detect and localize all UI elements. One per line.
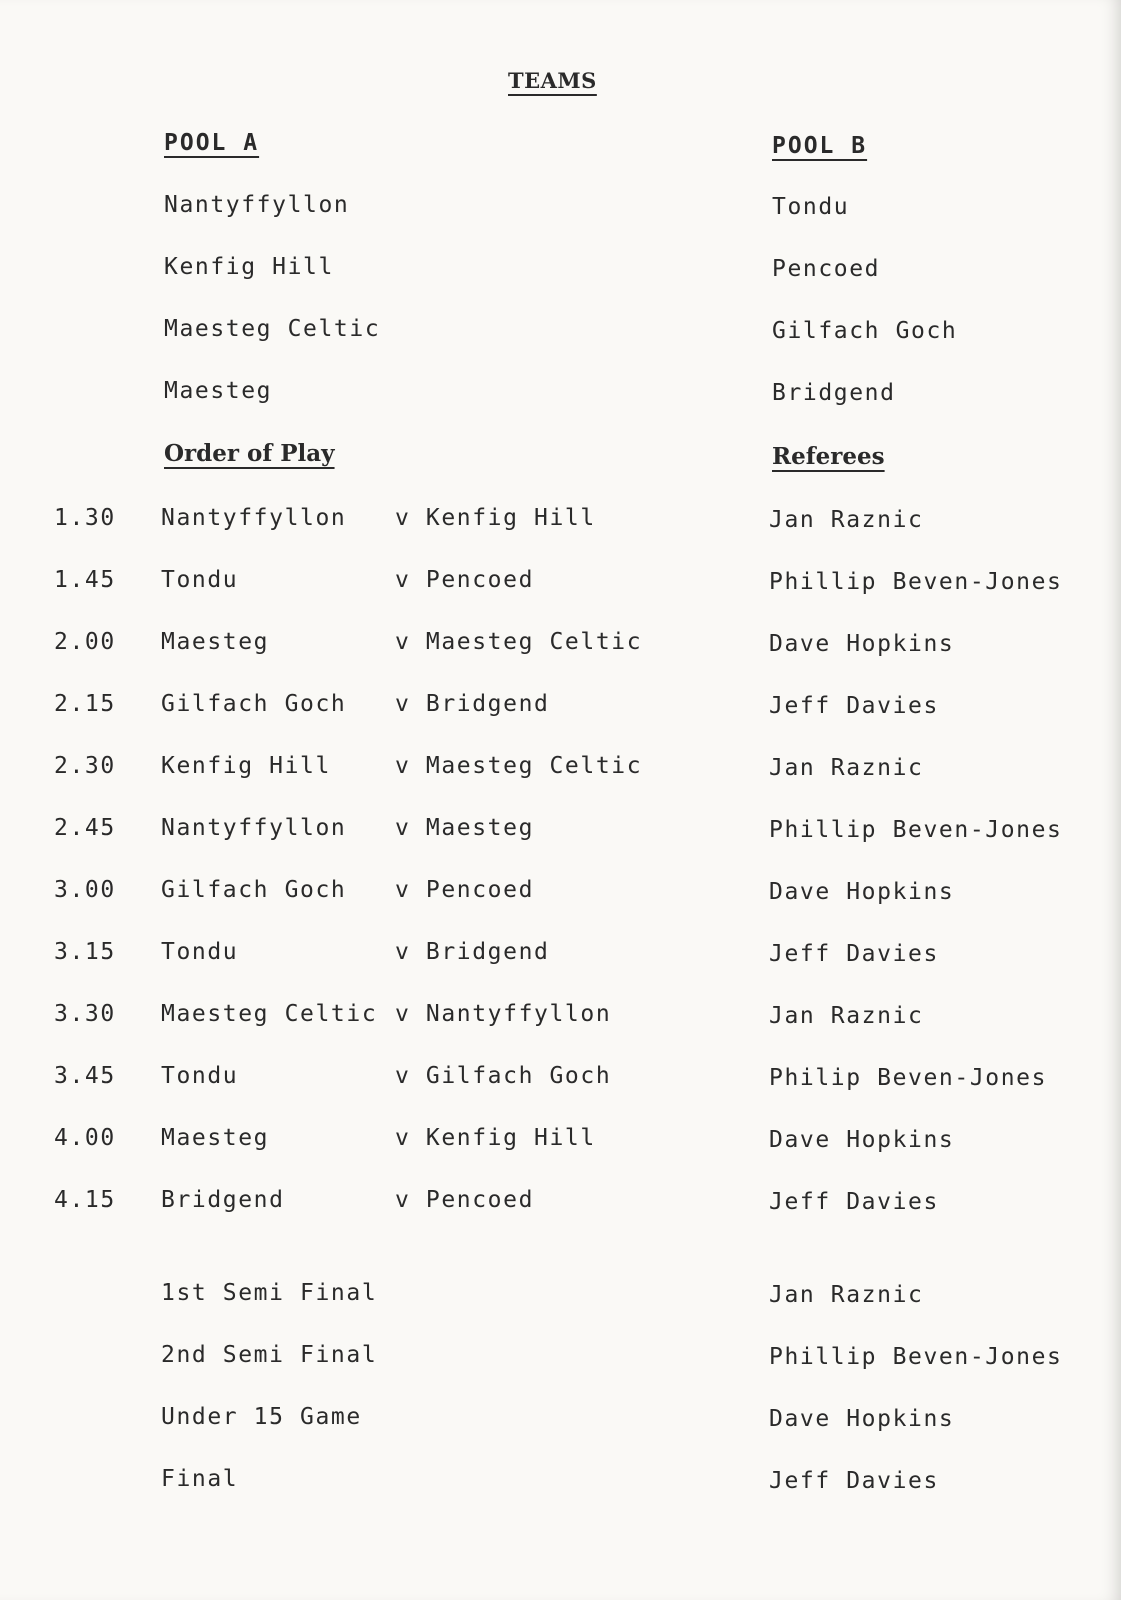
pool-b-heading: POOL B (772, 133, 868, 159)
fixture-home-team: Gilfach Goch (161, 691, 347, 717)
final-game: Final (161, 1466, 239, 1492)
pool-a-team: Maesteg Celtic (164, 316, 381, 342)
fixture-referee: Dave Hopkins (769, 631, 955, 657)
referees-heading: Referees (772, 443, 885, 470)
fixture-referee: Jan Raznic (769, 755, 924, 781)
fixture-away-team: v Maesteg Celtic (395, 629, 643, 655)
pool-a-team: Maesteg (164, 378, 273, 404)
pool-b-team: Pencoed (772, 256, 881, 282)
pool-a-team: Nantyffyllon (164, 192, 350, 218)
fixture-away-team: v Kenfig Hill (395, 1125, 596, 1151)
fixture-away-team: v Maesteg (395, 815, 535, 841)
final-referee: Jeff Davies (769, 1468, 939, 1494)
fixture-referee: Philip Beven-Jones (769, 1065, 1048, 1091)
pool-b-team: Tondu (772, 194, 850, 220)
final-game: 1st Semi Final (161, 1280, 378, 1306)
fixture-home-team: Maesteg Celtic (161, 1001, 378, 1027)
fixture-referee: Jan Raznic (769, 507, 924, 533)
pool-a-team: Kenfig Hill (164, 254, 334, 280)
pool-b-team: Gilfach Goch (772, 318, 958, 344)
fixture-away-team: v Gilfach Goch (395, 1063, 612, 1089)
final-referee: Dave Hopkins (769, 1406, 955, 1432)
fixture-time: 3.15 (54, 939, 116, 965)
fixture-time: 3.45 (54, 1063, 116, 1089)
fixture-home-team: Bridgend (161, 1187, 285, 1213)
fixture-away-team: v Bridgend (395, 939, 550, 965)
page-title: TEAMS (508, 68, 597, 93)
fixture-time: 3.00 (54, 877, 116, 903)
fixture-referee: Phillip Beven-Jones (769, 569, 1063, 595)
fixture-time: 2.15 (54, 691, 116, 717)
fixture-home-team: Tondu (161, 567, 239, 593)
fixture-referee: Jan Raznic (769, 1003, 924, 1029)
fixture-time: 1.45 (54, 567, 116, 593)
fixture-home-team: Nantyffyllon (161, 815, 347, 841)
fixture-time: 2.30 (54, 753, 116, 779)
fixture-away-team: v Nantyffyllon (395, 1001, 612, 1027)
fixture-time: 2.45 (54, 815, 116, 841)
fixture-away-team: v Maesteg Celtic (395, 753, 643, 779)
fixture-away-team: v Bridgend (395, 691, 550, 717)
pool-a-heading: POOL A (164, 130, 260, 156)
fixture-time: 1.30 (54, 505, 116, 531)
order-of-play-heading: Order of Play (164, 440, 335, 467)
fixture-time: 2.00 (54, 629, 116, 655)
fixture-home-team: Tondu (161, 939, 239, 965)
fixture-time: 4.00 (54, 1125, 116, 1151)
fixture-time: 4.15 (54, 1187, 116, 1213)
fixture-home-team: Nantyffyllon (161, 505, 347, 531)
fixture-time: 3.30 (54, 1001, 116, 1027)
fixture-referee: Jeff Davies (769, 1189, 939, 1215)
fixture-away-team: v Pencoed (395, 877, 535, 903)
fixture-away-team: v Kenfig Hill (395, 505, 596, 531)
fixture-referee: Phillip Beven-Jones (769, 817, 1063, 843)
fixture-referee: Dave Hopkins (769, 1127, 955, 1153)
fixture-referee: Jeff Davies (769, 941, 939, 967)
final-game: Under 15 Game (161, 1404, 362, 1430)
fixture-away-team: v Pencoed (395, 567, 535, 593)
fixture-referee: Dave Hopkins (769, 879, 955, 905)
fixture-home-team: Gilfach Goch (161, 877, 347, 903)
pool-b-team: Bridgend (772, 380, 896, 406)
fixture-home-team: Kenfig Hill (161, 753, 331, 779)
final-referee: Jan Raznic (769, 1282, 924, 1308)
fixture-home-team: Maesteg (161, 1125, 270, 1151)
fixture-away-team: v Pencoed (395, 1187, 535, 1213)
final-game: 2nd Semi Final (161, 1342, 378, 1368)
fixture-referee: Jeff Davies (769, 693, 939, 719)
final-referee: Phillip Beven-Jones (769, 1344, 1063, 1370)
fixture-home-team: Maesteg (161, 629, 270, 655)
fixture-home-team: Tondu (161, 1063, 239, 1089)
